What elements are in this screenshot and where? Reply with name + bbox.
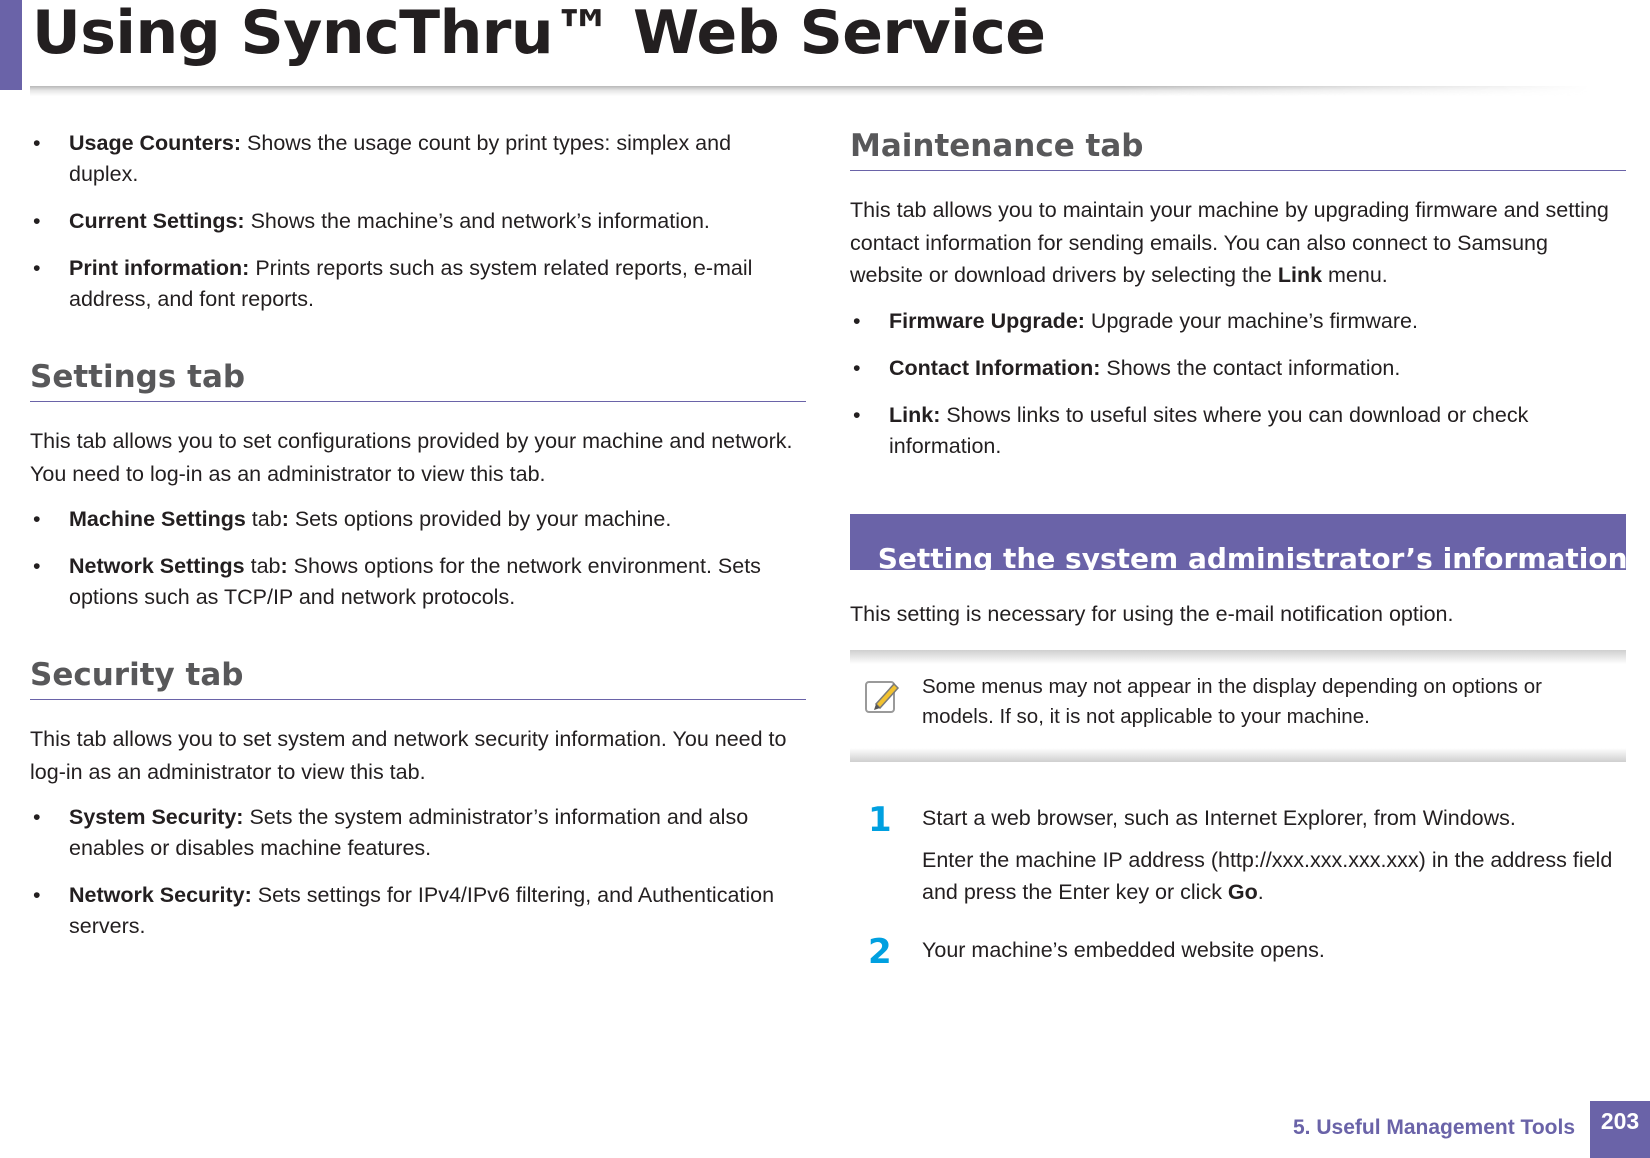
chapter-footer: 5. Useful Management Tools [1293,1116,1575,1139]
bullet-text: Shows the usage count by print types: simplex and duplex. [69,131,732,186]
step-item [850,802,1626,908]
header-accent-bar [0,0,22,90]
bullet-term: System Security: [69,805,244,829]
maintenance-tab-heading: Maintenance tab [850,128,1626,171]
page-number: 203 [1590,1101,1650,1158]
description-text: menu. [1322,263,1388,287]
note-box [850,650,1626,762]
bullet-text: Upgrade your machine’s firmware. [1084,308,1418,333]
security-tab-heading: Security tab [30,657,806,700]
note-bottom-border [850,748,1626,762]
step-text: Start a web browser, such as Internet Explorer, from Windows. [922,806,1516,830]
bullet-glyph: • [33,209,41,233]
link-menu-label: Link [1277,263,1323,287]
note-top-border [850,650,1626,664]
bullet-text: Sets options provided by your machine. [288,507,672,531]
bullet-text: Shows the contact information. [1100,355,1401,380]
bullet-glyph: • [853,308,861,333]
bullet-glyph: • [33,883,41,907]
bullet-glyph: • [853,402,861,427]
bullet-text: Shows options for the network environment. Sets options such as TCP/IP and network protocols. [69,554,761,609]
list-item [30,128,806,190]
bullet-glyph: • [853,355,861,380]
bullet-glyph: • [33,131,41,155]
settings-tab-description: This tab allows you to set configurations provided by your machine and network. You need to log-in as an administrator to view this tab. [30,429,793,486]
bullet-term-suffix: tab [244,554,281,578]
bullet-glyph: • [33,805,41,829]
bullet-glyph: • [33,554,41,578]
title-underline [30,86,1590,96]
bullet-term: Network Settings [69,554,245,578]
bullet-glyph: • [33,256,41,280]
bullet-glyph: • [33,507,41,531]
bullet-term: Network Security: [69,883,252,907]
left-column [30,128,806,958]
right-column [850,128,1626,992]
bullet-text: Shows links to useful sites where you can download or check information. [889,402,1529,458]
section-description: This setting is necessary for using the e-mail notification option. [850,601,1454,626]
bullet-term: Current Settings: [69,209,245,233]
security-tab-description: This tab allows you to set system and network security information. You need to log-in as an administrator to view this tab. [30,727,787,784]
note-text: Some menus may not appear in the display depending on options or models. If so, it is not applicable to your machine. [922,675,1542,728]
description-text: This tab allows you to maintain your machine by upgrading firmware and setting contact information for sending emails. You can also connect to Samsung website or download drivers by selecting the [850,198,1609,287]
list-item [850,306,1626,337]
bullet-term: Firmware Upgrade: [889,308,1085,333]
bullet-text: Shows the machine’s and network’s information. [244,209,710,233]
maintenance-tab-description [850,194,1626,292]
list-item [30,504,806,535]
bullet-text: Prints reports such as system related reports, e-mail address, and font reports. [69,256,753,311]
bullet-text: Sets the system administrator’s information and also enables or disables machine features. [69,805,749,860]
note-pencil-icon [862,676,902,716]
bullet-term: Contact Information: [889,355,1101,380]
bullet-text: Sets settings for IPv4/IPv6 filtering, and Authentication servers. [69,883,775,938]
list-item [30,880,806,942]
settings-tab-heading: Settings tab [30,359,806,402]
bullet-term: Print information: [69,256,250,280]
list-item [30,551,806,613]
step-detail-text: Enter the machine IP address (http://xxx.xxx.xxx.xxx) in the address field and press the Enter key or click [922,848,1613,904]
bullet-term: Usage Counters: [69,131,242,155]
page-title: Using SyncThru™ Web Service [32,0,1046,68]
bullet-colon: : [280,554,288,578]
step-detail [922,844,1626,908]
list-item [850,400,1626,462]
bullet-term-suffix: tab [245,507,282,531]
step-text: Your machine’s embedded website opens. [922,938,1325,962]
section-heading-band [850,514,1628,575]
list-item [30,802,806,864]
go-button-label: Go [1227,880,1258,904]
list-item [30,206,806,237]
step-number: 2 [868,932,892,972]
bullet-colon: : [281,507,289,531]
step-detail-text: . [1257,880,1264,904]
section-heading: Setting the system administrator’s information [877,541,1628,575]
list-item [850,353,1626,384]
bullet-term: Machine Settings [69,507,246,531]
step-number: 1 [868,800,892,840]
bullet-term: Link: [889,402,941,427]
step-item [850,932,1626,972]
list-item [30,253,806,315]
